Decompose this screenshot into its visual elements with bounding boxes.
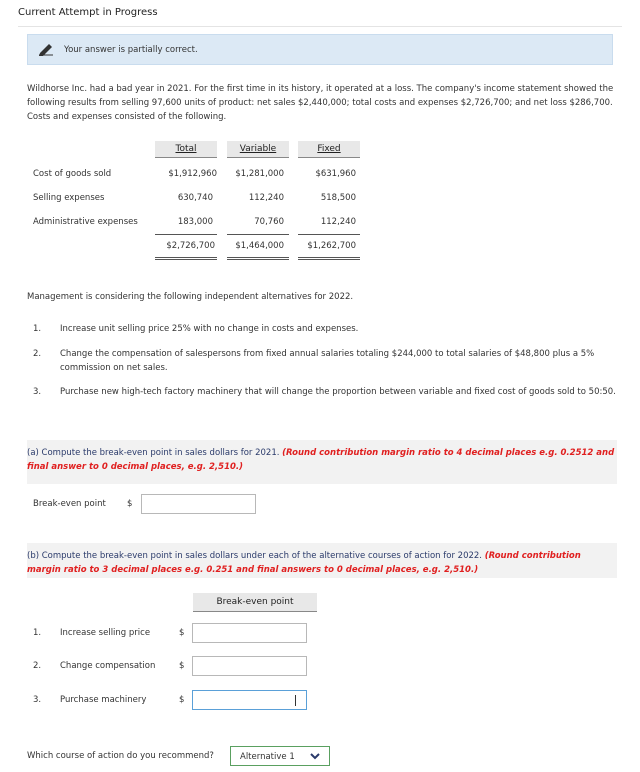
- row-label-selling: Selling expenses: [33, 193, 105, 203]
- cell-total: $1,912,960: [168, 169, 217, 179]
- part-b-instruction: (Round contribution margin ratio to 3 decimal places e.g. 0.251 and final answers to 0 decimal places, e.g. 2,510.): [27, 551, 581, 575]
- part-b-question: (b) Compute the break-even point in sales dollars under each of the alternative courses of action for 2022. (Round contribution margin ratio to 3 decimal places e.g. 0.251 and final answers to 0 decimal places, e.g. 2,510.): [27, 551, 581, 575]
- cell-variable: $1,281,000: [235, 169, 284, 179]
- recommendation-select[interactable]: [230, 746, 330, 766]
- problem-intro: Wildhorse Inc. had a bad year in 2021. For the first time in its history, it operated at a loss. The company's income statement showed the following results from selling 97,600 units of product: net sales $2,440,000; total costs and expenses $2,726,700; and net loss $286,700. Costs and expenses consisted of the following.: [27, 84, 614, 122]
- cell-total: 630,740: [177, 193, 213, 203]
- total-cell-variable: $1,464,000: [235, 241, 284, 251]
- total-double-rule: [227, 257, 289, 260]
- break-even-input-purchase-machinery[interactable]: [192, 690, 307, 710]
- currency-symbol: $: [179, 628, 185, 638]
- cell-variable: 112,240: [248, 193, 284, 203]
- page-title: Current Attempt in Progress: [18, 7, 158, 18]
- currency-symbol: $: [179, 695, 185, 705]
- break-even-input-increase-price[interactable]: [192, 623, 307, 643]
- partial-correct-notice: [27, 34, 613, 65]
- col-header-variable: Variable: [227, 141, 289, 158]
- part-a-question: (a) Compute the break-even point in sales dollars for 2021. (Round contribution margin ratio to 4 decimal places e.g. 0.2512 and final answer to 0 decimal places, e.g. 2,510.): [27, 448, 615, 472]
- currency-symbol: $: [179, 661, 185, 671]
- break-even-column-header: Break-even point: [193, 593, 317, 612]
- notice-message: Your answer is partially correct.: [64, 45, 198, 55]
- subtotal-rule: [298, 234, 360, 235]
- break-even-label: Break-even point: [33, 499, 106, 509]
- break-even-input-change-compensation[interactable]: [192, 656, 307, 676]
- total-cell-fixed: $1,262,700: [307, 241, 356, 251]
- chevron-down-icon: [309, 750, 321, 762]
- total-double-rule: [155, 257, 217, 260]
- text-cursor: [295, 695, 296, 706]
- increase-price-label: Increase selling price: [60, 628, 151, 638]
- recommend-question: Which course of action do you recommend?: [27, 751, 214, 761]
- selected-option: Alternative 1: [240, 752, 295, 762]
- part-a-instruction: (Round contribution margin ratio to 4 decimal places e.g. 0.2512 and final answer to 0 decimal places, e.g. 2,510.): [27, 448, 615, 472]
- row-label-cogs: Cost of goods sold: [33, 169, 112, 179]
- cell-total: 183,000: [177, 217, 213, 227]
- subtotal-rule: [227, 234, 289, 235]
- cell-fixed: 518,500: [320, 193, 356, 203]
- total-double-rule: [298, 257, 360, 260]
- row-label-admin: Administrative expenses: [33, 217, 138, 227]
- cell-variable: 70,760: [254, 217, 284, 227]
- management-text: Management is considering the following independent alternatives for 2022.: [27, 292, 354, 302]
- col-header-total: Total: [155, 141, 217, 158]
- currency-symbol: $: [127, 499, 133, 509]
- purchase-machinery-label: Purchase machinery: [60, 695, 147, 705]
- break-even-input-2021[interactable]: [141, 494, 256, 514]
- pencil-icon: [38, 42, 54, 56]
- col-header-fixed: Fixed: [298, 141, 360, 158]
- page: Current Attempt in Progress Your answer is partially correct. Wildhorse Inc. had a bad year in 2021. For the first time in its history, it operated at a loss. The company's income statement showed the following results from selling 97,600 units of product: net sales $2,440,000; total costs and expenses $2,726,700; and net loss $286,700. Costs and expenses consisted of the following. Total Variable Fixed Cost of goods sold $1,912,960 $1,281,000 $631,960 Selling expenses 630,740 112,240 518,500 Administrative expenses 183,000 70,760 112,240 $2,726,700 $1,464,000 $1,262,700 Management is considering the following independent alternatives for 2022. 1. Increase unit selling price 25% with no change in costs and expenses. 2. Change the compensation of salespersons from fixed annual salaries totaling $244,000 to total salaries of $48,800 plus a 5% commission on net sales. 3. Purchase new high-tech factory machinery that will change the proportion between variable and fixed cost of goods sold to 50:50. (a) Compute the break-even point in sales dollars for 2021. (Round contribution margin ratio to 4 decimal places e.g. 0.2512 and final answer to 0 decimal places, e.g. 2,510.) Break-even point $ (b) Compute the break-even point in sales dollars under each of the alternative courses of action for 2022. (Round contribution margin ratio to 3 decimal places e.g. 0.251 and final answers to 0 decimal places, e.g. 2,510.) Break-even point 1. Increase selling price $ 2. Change compensation $ 3. Purchase machinery $ Which course of action do you recommend? Alternative 1: [0, 0, 640, 772]
- total-cell-total: $2,726,700: [166, 241, 215, 251]
- row-number: 1.: [33, 628, 42, 638]
- cell-fixed: 112,240: [320, 217, 356, 227]
- row-number: 2.: [33, 661, 42, 671]
- cell-fixed: $631,960: [315, 169, 356, 179]
- subtotal-rule: [155, 234, 217, 235]
- row-number: 3.: [33, 695, 42, 705]
- header-divider: [18, 26, 622, 27]
- change-compensation-label: Change compensation: [60, 661, 156, 671]
